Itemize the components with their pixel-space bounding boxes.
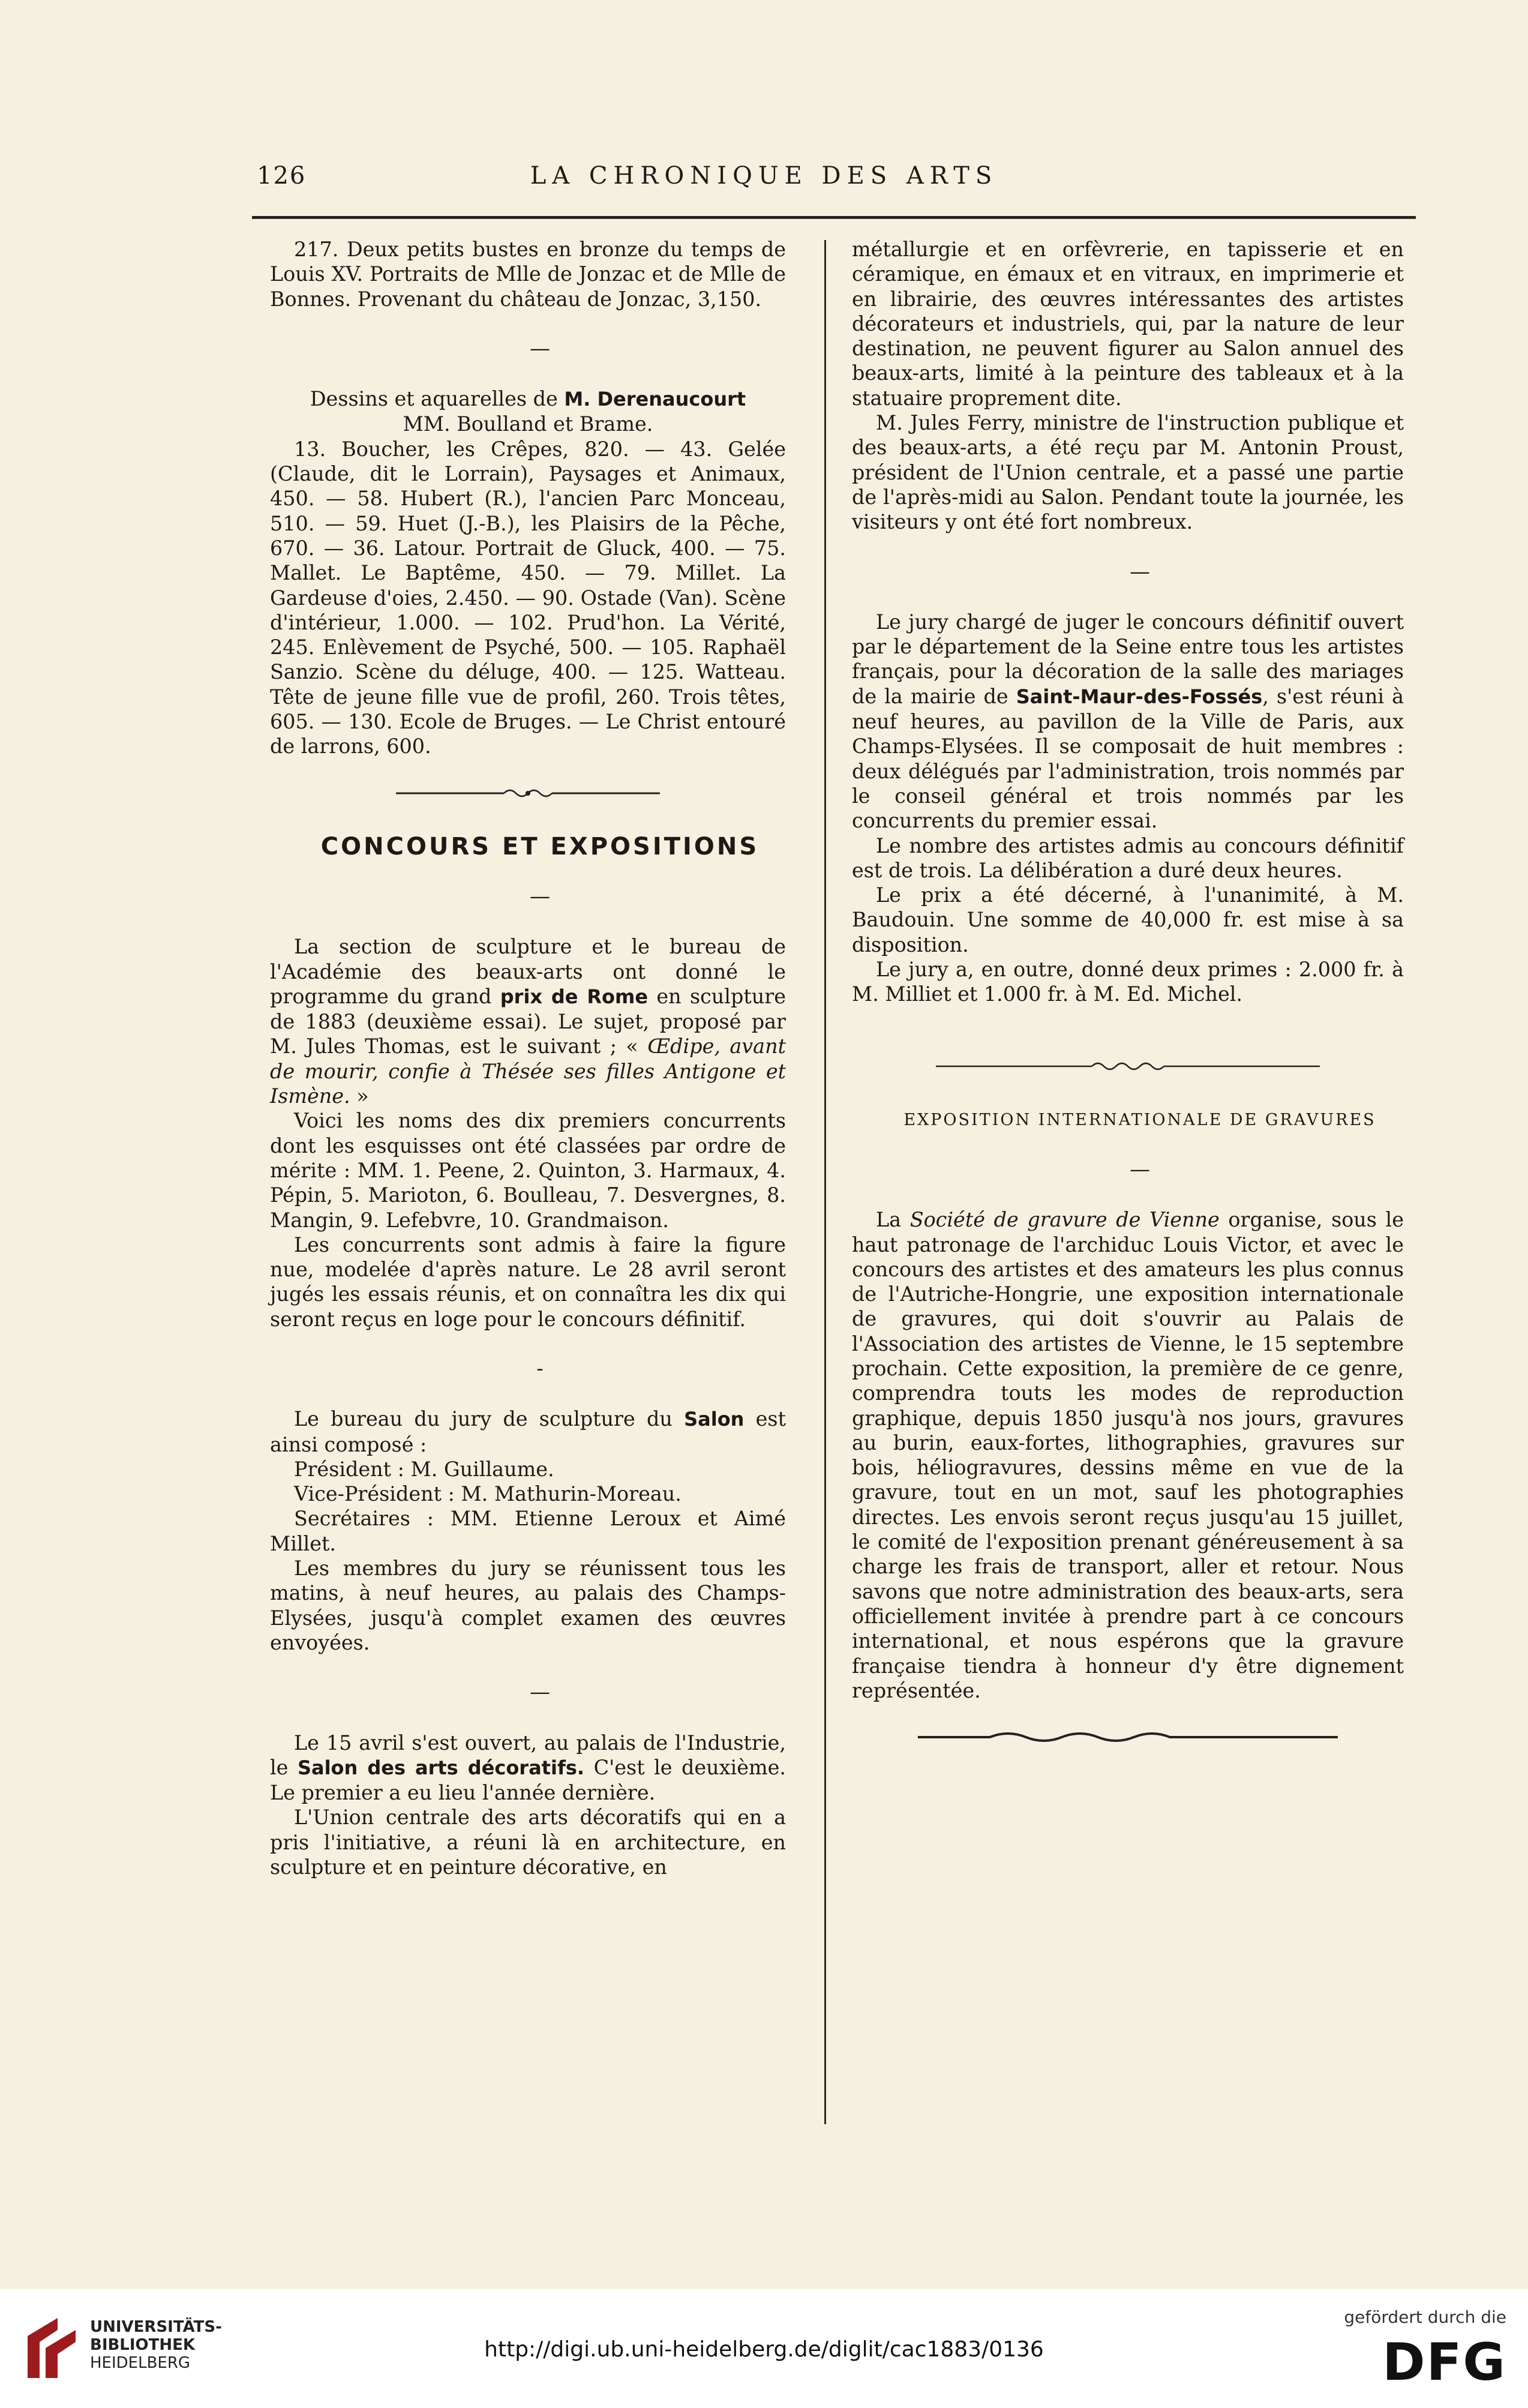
text-run: C'est le deuxième. Le premier a eu lieu l'année dernière. [270,1755,786,1805]
ornament-divider [852,1057,1404,1082]
library-line: HEIDELBERG [90,2354,191,2372]
sale-experts: MM. Boulland et Brame. [403,412,653,436]
paragraph-prix: Le prix a été décerné, à l'unanimité, à M. Baudouin. Une somme de 40,000 fr. est mise à sa disposition. [852,883,1404,956]
column-rule [824,240,826,2124]
sale-title-prefix: Dessins et aquarelles de [310,387,565,411]
text-run: , s'est réuni à neuf heures, au pavillon de la Ville de Paris, aux Champs-Elysées. Il se composait de huit membres : deux délégués par l'administration, trois nommés par le conseil général et trois nommés par les concurrents du premier essai. [852,684,1404,833]
separator-dash: - [536,1356,544,1381]
paragraph-societe-gravure [852,1207,1404,1703]
text-run: est ainsi composé : [270,1407,786,1456]
paragraph-bureau [270,1407,786,1457]
paragraph-concurrents: Voici les noms des dix premiers concurrents dont les esquisses ont été classées par ordre de mérite : MM. 1. Peene, 2. Quinton, 3. Harmaux, 4. Pépin, 5. Marioton, 6. Boulleau, 7. Desvergnes, 8. Mangin, 9. Lefebvre, 10. Grandmaison. [270,1109,786,1232]
dfg-logo: DFG [1382,2332,1506,2392]
sale-title [270,386,786,412]
bold-run: Salon [684,1408,745,1431]
italic-run: Société de gravure de Vienne [909,1208,1220,1232]
lot-217: 217. Deux petits bustes en bronze du temps de Louis XV. Portraits de Mlle de Jonzac et de Mlle de Bonnes. Provenant du château de Jonzac, 3,150. [270,238,786,311]
journal-title: LA CHRONIQUE DES ARTS [530,162,998,190]
digitization-footer [0,2289,1528,2408]
ornament-divider [270,784,786,809]
text-run: Le bureau du jury de sculpture du [294,1407,685,1431]
paragraph-jules-ferry: M. Jules Ferry, ministre de l'instruction publique et des beaux-arts, a été reçu par M. Antonin Proust, président de l'Union centrale, et a passé une partie de l'après-midi au Salon. Pendant toute la journée, les visiteurs y ont été fort nombreux. [852,411,1404,534]
funded-by-label: gefördert durch die [1344,2307,1506,2327]
permalink[interactable]: http://digi.ub.uni-heidelberg.de/diglit/cac1883/0136 [484,2337,1044,2362]
bold-run: prix de Rome [500,985,649,1008]
text-run: » [350,1084,369,1108]
ornament-icon [918,1728,1338,1746]
paragraph-union-centrale: L'Union centrale des arts décoratifs qui en a pris l'initiative, a réuni là en architecture, en sculpture et en peinture décorative, en [270,1806,786,1879]
ornament-icon [396,784,660,802]
ornament-icon [936,1057,1320,1075]
left-column [270,237,786,1879]
text-run: Le 15 avril s'est ouvert, au palais de l'Industrie, le [270,1731,786,1779]
jury-vice-president: Vice-Président : M. Mathurin-Moreau. [294,1482,682,1506]
separator-dash: — [1130,1157,1150,1181]
paragraph-continuation: métallurgie et en orfèvrerie, en tapisserie et en céramique, en émaux et en vitraux, en imprimerie et en librairie, des œuvres intéressantes des artistes décorateurs et industriels, qui, par la nature de leur destination, ne peuvent figurer au Salon annuel des beaux-arts, limité à la peinture des tableaux et à la statuaire proprement dite. [852,238,1404,410]
section-title: CONCOURS ET EXPOSITIONS [320,832,760,860]
running-header [0,162,1528,210]
separator-dash: — [530,1680,550,1705]
paragraph-nombre: Le nombre des artistes admis au concours définitif est de trois. La délibération a duré deux heures. [852,833,1404,882]
sale-title-name: M. Derenaucourt [564,388,746,411]
bold-run: Salon des arts décoratifs. [297,1756,585,1779]
paragraph-primes: Le jury a, en outre, donné deux primes : 2.000 fr. à M. Milliet et 1.000 fr. à M. Ed. Michel. [852,958,1404,1006]
separator-dash: — [530,336,550,361]
separator-dash: — [530,884,550,908]
paragraph-jury-saint-maur [852,610,1404,833]
bold-run: Saint-Maur-des-Fossés [1016,685,1263,708]
paragraph-salon-arts-decoratifs [270,1731,786,1806]
text-run: La [876,1208,910,1232]
page-number: 126 [257,162,307,190]
paragraph-membres: Les membres du jury se réunissent tous les matins, à neuf heures, au palais des Champs-Elysées, jusqu'à complet examen des œuvres envoyées. [270,1557,786,1654]
paragraph-prix-de-rome [270,934,786,1108]
text-run: en sculpture de 1883 (deuxième essai). Le sujet, proposé par M. Jules Thomas, est le suivant ; « [270,984,786,1058]
right-column [852,237,1404,1753]
text-run: La section de sculpture et le bureau de l'Académie des beaux-arts ont donné le programme du grand [270,935,786,1008]
library-line: BIBLIOTHEK [90,2336,196,2354]
sale-list: 13. Boucher, les Crêpes, 820. — 43. Gelée (Claude, dit le Lorrain), Paysages et Animaux, 450. — 58. Hubert (R.), l'ancien Parc Monceau, 510. — 59. Huet (J.-B.), les Plaisirs de la Pêche, 670. — 36. Latour. Portrait de Gluck, 400. — 75. Mallet. Le Baptême, 450. — 79. Millet. La Gardeuse d'oies, 2.450. — 90. Ostade (Van). Scène d'intérieur, 1.000. — 102. Prud'hon. La Vérité, 245. Enlèvement de Psyché, 500. — 105. Raphaël Sanzio. Scène du déluge, 400. — 125. Watteau. Tête de jeune fille vue de profil, 260. Trois têtes, 605. — 130. Ecole de Bruges. — Le Christ entouré de larrons, 600. [270,437,786,758]
paragraph-admis: Les concurrents sont admis à faire la figure nue, modelée d'après nature. Le 28 avril seront jugés les essais réunis, et on connaîtra les dix qui seront reçus en loge pour le concours définitif. [270,1233,786,1331]
exposition-title: EXPOSITION INTERNATIONALE DE GRAVURES [903,1110,1376,1129]
jury-president: Président : M. Guillaume. [294,1457,554,1481]
separator-dash: — [1130,559,1150,584]
italic-run: Œdipe, avant de mourir, confie à Thésée ses filles Antigone et Ismène. [270,1034,786,1108]
ornament-divider [852,1728,1404,1753]
jury-secretaires: Secrétaires : MM. Etienne Leroux et Aimé Millet. [270,1507,786,1555]
library-line: UNIVERSITÄTS- [90,2318,222,2336]
text-run: organise, sous le haut patronage de l'archiduc Louis Victor, et avec le concours des artistes et des amateurs les plus connus de l'Autriche-Hongrie, une exposition internationale de gravures, qui doit s'ouvrir au Palais de l'Association des artistes de Vienne, le 15 septembre prochain. Cette exposition, la première de ce genre, comprendra touts les modes de reproduction graphique, depuis 1850 jusqu'à nos jours, gravures au burin, eaux-fortes, lithographies, gravures sur bois, héliogravures, dessins même en vue de la gravure, tout en un mot, sauf les photographies directes. Les envois seront reçus jusqu'au 15 juillet, le comité de l'exposition prenant généreusement à sa charge les frais de transport, aller et retour. Nous savons que notre administration des beaux-arts, sera officiellement invitée à prendre part à ce concours international, et nous espérons que la gravure française tiendra à honneur d'y être dignement représentée. [852,1208,1404,1702]
text-run: Le jury chargé de juger le concours définitif ouvert par le département de la Seine entre tous les artistes français, pour la décoration de la salle des mariages de la mairie de [852,610,1404,708]
header-rule [252,216,1416,219]
